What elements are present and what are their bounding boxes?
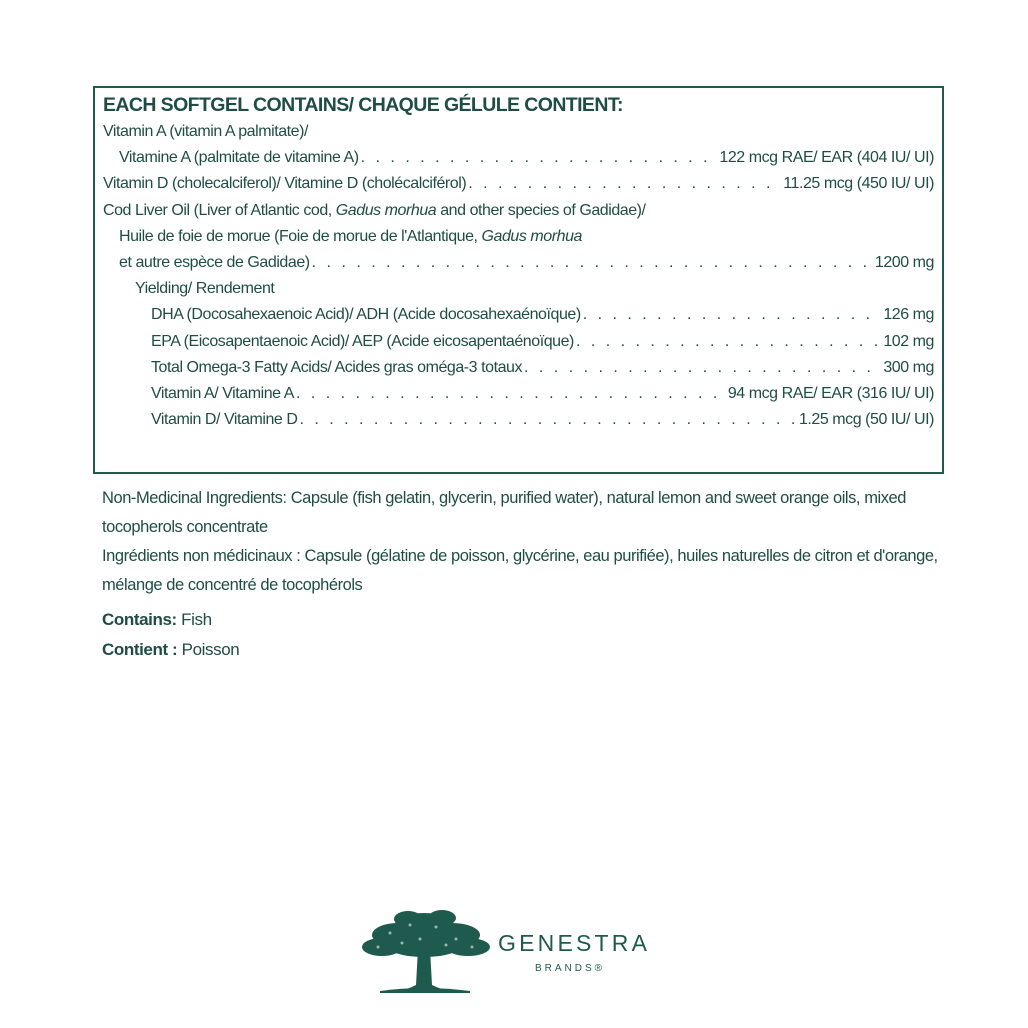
- ingredient-amount: 102 mg: [883, 332, 934, 350]
- ingredient-amount: 1.25 mcg (50 IU/ UI): [798, 411, 934, 429]
- dot-leader: [361, 145, 718, 171]
- ingredient-amount: 300 mg: [883, 358, 934, 376]
- ingredient-label: Huile de foie de morue (Foie de morue de l'Atlantique, Gadus morhua: [119, 227, 582, 245]
- dot-leader: [468, 171, 781, 197]
- brand-name: GENESTRA: [498, 930, 651, 956]
- ingredient-row: [103, 119, 934, 145]
- ingredient-label: Vitamin A/ Vitamine A: [151, 385, 294, 403]
- ingredient-row: [103, 355, 934, 381]
- allergen-fr: Contient : Poisson: [102, 639, 240, 659]
- ingredient-row: [103, 329, 934, 355]
- ingredient-row: [103, 145, 934, 171]
- ingredient-amount: 126 mg: [883, 306, 934, 324]
- dot-leader: [296, 381, 726, 407]
- dot-leader: [524, 355, 881, 381]
- non-medicinal-fr: Ingrédients non médicinaux : Capsule (gélatine de poisson, glycérine, eau purifiée), huiles naturelles de citron et d'orange, mélange de concentré de tocophérols: [102, 547, 938, 594]
- ingredient-label: Cod Liver Oil (Liver of Atlantic cod, Gadus morhua and other species of Gadidae)/: [103, 201, 646, 219]
- dot-leader: [299, 407, 796, 433]
- species-name: Gadus morhua: [335, 201, 437, 219]
- panel-heading: EACH SOFTGEL CONTAINS/ CHAQUE GÉLULE CONTIENT:: [103, 94, 623, 116]
- ingredient-row: [103, 381, 934, 407]
- ingredient-label: et autre espèce de Gadidae): [119, 254, 310, 272]
- non-medicinal-ingredients: [102, 484, 962, 600]
- ingredient-label: DHA (Docosahexaenoic Acid)/ ADH (Acide docosahexaénoïque): [151, 306, 581, 324]
- ingredient-amount: 122 mcg RAE/ EAR (404 IU/ UI): [719, 149, 934, 167]
- allergen-statement: [102, 605, 239, 664]
- ingredient-row: [103, 250, 934, 276]
- ingredient-row: [103, 302, 934, 328]
- ingredient-amount: 11.25 mcg (450 IU/ UI): [783, 175, 934, 193]
- ingredient-label: Vitamin D (cholecalciferol)/ Vitamine D (cholécalciférol): [103, 175, 467, 193]
- ingredient-amount: 1200 mg: [874, 254, 934, 272]
- allergen-en: Contains: Fish: [102, 610, 212, 629]
- dot-leader: [576, 329, 881, 355]
- ingredient-row: [103, 276, 934, 302]
- ingredient-label: Vitamine A (palmitate de vitamine A): [119, 149, 359, 167]
- species-name: Gadus morhua: [481, 227, 582, 245]
- dot-leader: [312, 250, 873, 276]
- brand-logo: [360, 905, 680, 1000]
- ingredient-label: EPA (Eicosapentaenoic Acid)/ AEP (Acide eicosapentaénoïque): [151, 332, 574, 350]
- ingredient-label: Vitamin D/ Vitamine D: [151, 411, 298, 429]
- ingredient-row: [103, 171, 934, 197]
- ingredient-label: Yielding/ Rendement: [135, 280, 275, 298]
- ingredient-label: Total Omega-3 Fatty Acids/ Acides gras oméga-3 totaux: [151, 358, 523, 376]
- non-medicinal-en: Non-Medicinal Ingredients: Capsule (fish gelatin, glycerin, purified water), natural lemon and sweet orange oils, mixed tocopherols concentrate: [102, 489, 906, 536]
- ingredient-label: Vitamin A (vitamin A palmitate)/: [103, 123, 308, 140]
- dot-leader: [583, 302, 882, 328]
- ingredient-row: [103, 198, 934, 224]
- ingredient-row: [103, 407, 934, 433]
- oak-tree-icon: [360, 905, 490, 997]
- ingredient-amount: 94 mcg RAE/ EAR (316 IU/ UI): [727, 385, 934, 403]
- nutrition-panel: [93, 86, 944, 474]
- brand-subtitle: BRANDS®: [535, 963, 606, 974]
- ingredient-row: [103, 224, 934, 250]
